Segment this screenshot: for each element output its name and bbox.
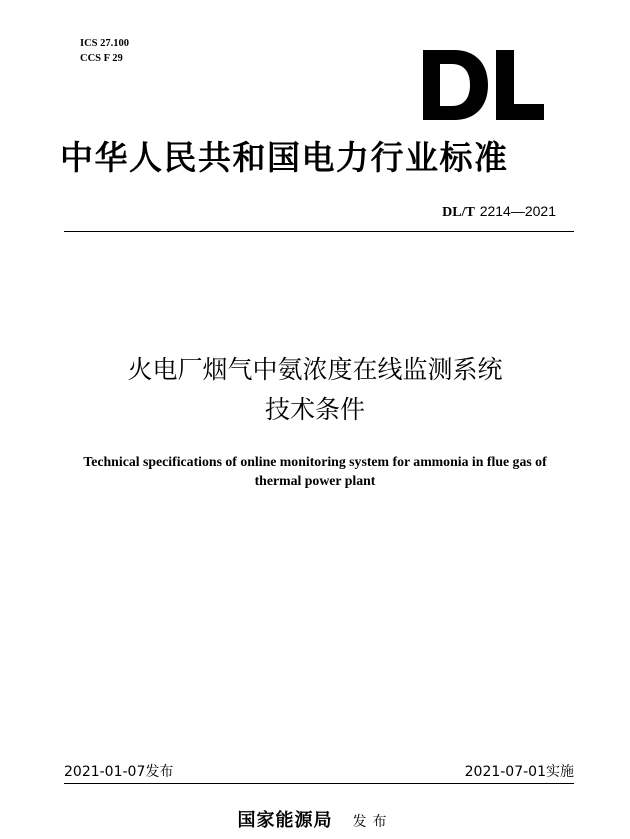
issuer-name: 国家能源局 bbox=[237, 810, 333, 831]
english-title-line-2: thermal power plant bbox=[254, 473, 376, 488]
english-title-line-1: Technical specifications of online monitoring system for ammonia in flue gas of bbox=[83, 454, 547, 469]
standard-number bbox=[442, 203, 556, 221]
chinese-title-line-2: 技术条件 bbox=[264, 395, 365, 424]
ccs-code: CCS F 29 bbox=[80, 53, 123, 64]
top-divider bbox=[64, 231, 574, 232]
issuer-action: 发布 bbox=[352, 814, 393, 830]
standard-prefix: DL/T bbox=[442, 205, 475, 220]
dl-logo bbox=[418, 46, 548, 124]
issuing-organization-title: 中华人民共和国电力行业标准 bbox=[60, 138, 509, 177]
bottom-divider bbox=[64, 783, 574, 784]
ics-code: ICS 27.100 bbox=[80, 38, 130, 49]
chinese-title-line-1: 火电厂烟气中氨浓度在线监测系统 bbox=[127, 355, 503, 384]
issue-date: 2021-01-07发布 bbox=[64, 764, 174, 780]
classification-codes bbox=[80, 36, 129, 66]
standard-code: 2214—2021 bbox=[479, 203, 556, 219]
implementation-date: 2021-07-01实施 bbox=[464, 764, 574, 780]
issuer bbox=[0, 806, 630, 832]
